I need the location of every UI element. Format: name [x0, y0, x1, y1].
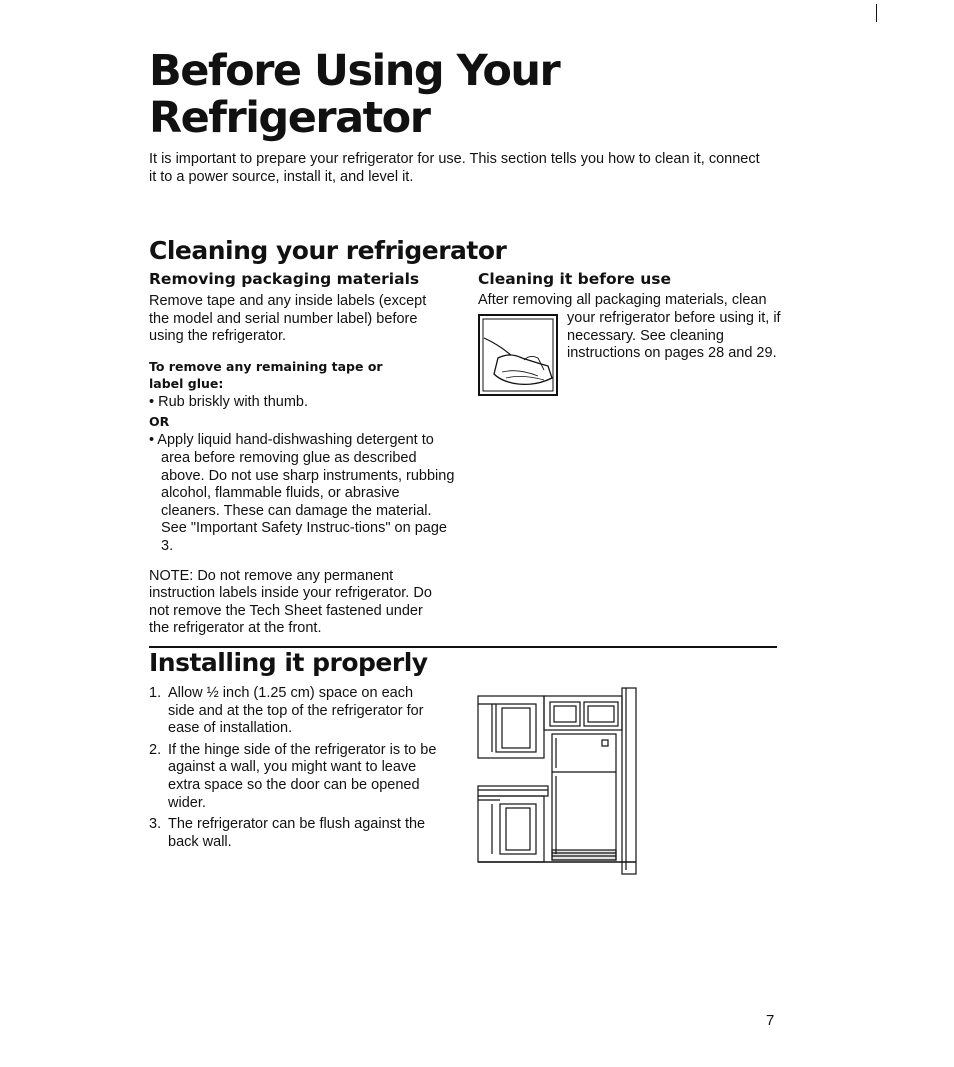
installing-heading: Installing it properly: [149, 648, 428, 677]
page-title: Before Using Your Refrigerator: [149, 46, 560, 143]
step-text: The refrigerator can be flush against the back wall.: [168, 816, 426, 850]
margin-mark: [876, 4, 877, 22]
step-number: 1.: [149, 685, 162, 701]
glue-subheading: To remove any remaining tape or label glue:: [149, 358, 383, 391]
removing-text: Remove tape and any inside labels (except the model and serial number label) before using the refrigerator.: [149, 293, 427, 345]
page-number: 7: [766, 1012, 775, 1029]
installing-steps: [149, 685, 449, 855]
before-use-line1: After removing all packaging materials, clean: [478, 292, 767, 308]
or-label: OR: [149, 414, 170, 430]
note-text: NOTE: Do not remove any permanent instruction labels inside your refrigerator. Do not remove the Tech Sheet fastened under the refrigerator at the front.: [149, 567, 432, 637]
kitchen-installation-illustration: [476, 686, 640, 876]
before-use-heading: Cleaning it before use: [478, 270, 671, 288]
list-item: [149, 742, 449, 812]
bullet-detergent: • Apply liquid hand-dishwashing detergent to area before removing glue as described above. Do not use sharp instruments, rubbing alcohol, flammable fluids, or abrasive cleaners. These can damage the material. See "Important Safety Instruc-tions" on page 3.: [149, 432, 455, 554]
removing-section: [149, 270, 454, 638]
cleaning-cloth-illustration: [478, 314, 560, 398]
before-use-text: your refrigerator before using it, if necessary. See cleaning instructions on pages 28 and 29.: [567, 310, 781, 362]
list-item: [149, 685, 449, 738]
intro-paragraph: It is important to prepare your refrigerator for use. This section tells you how to clean it, connect it to a power source, install it, and level it.: [149, 151, 760, 185]
bullet-rub: • Rub briskly with thumb.: [149, 393, 308, 410]
cleaning-heading: Cleaning your refrigerator: [149, 236, 507, 265]
step-number: 3.: [149, 816, 162, 833]
list-item: [149, 816, 449, 851]
step-text: If the hinge side of the refrigerator is to be against a wall, you might want to leave extra space so the door can be opened wider.: [168, 741, 437, 811]
step-number: 2.: [149, 741, 162, 758]
step-text: Allow ½ inch (1.25 cm) space on each side and at the top of the refrigerator for ease of installation.: [168, 685, 424, 737]
removing-heading: Removing packaging materials: [149, 270, 420, 288]
